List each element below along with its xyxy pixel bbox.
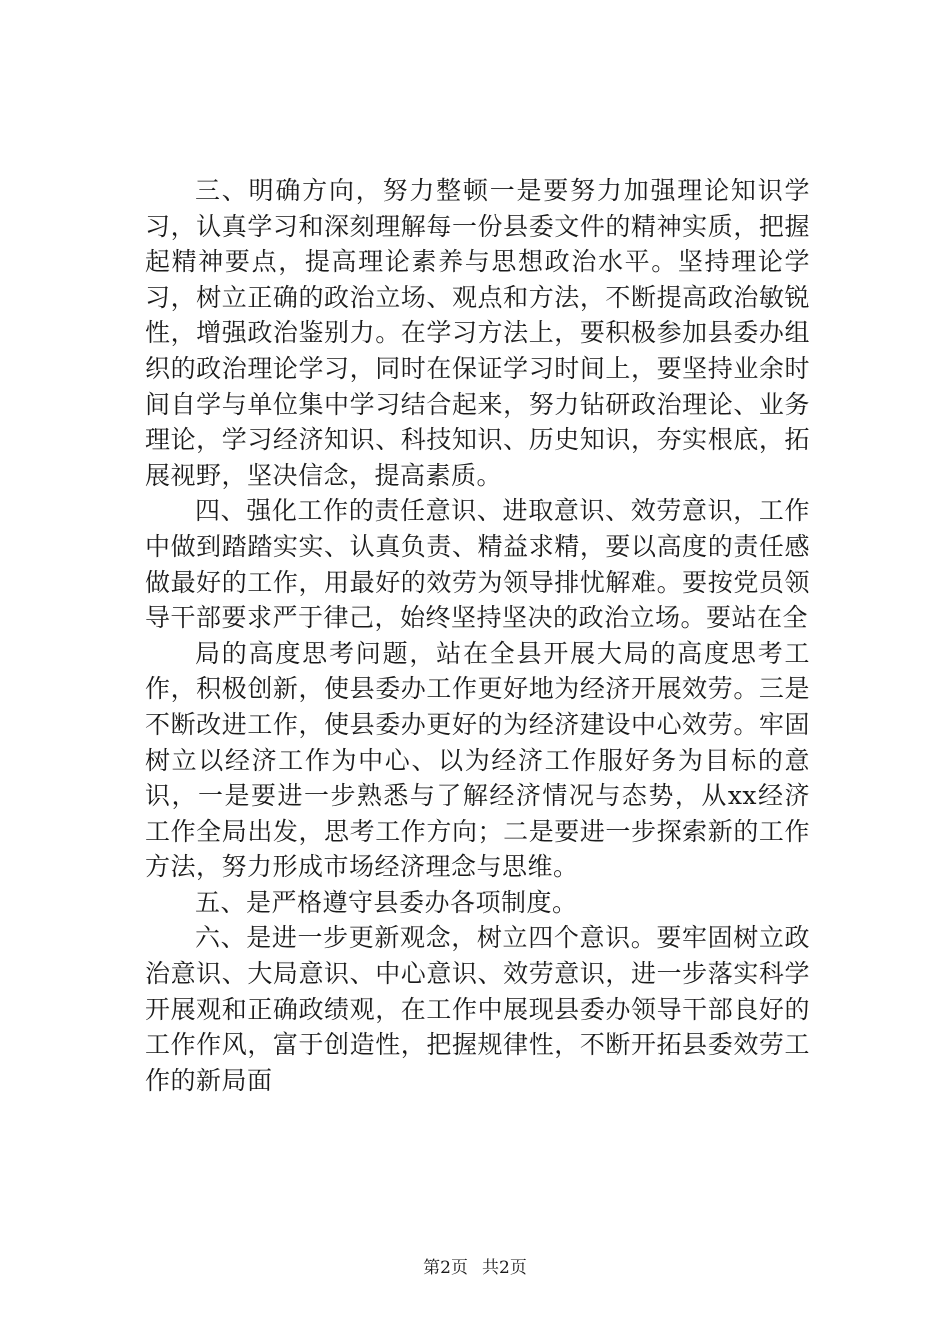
page-total: 共2页: [482, 1258, 527, 1278]
paragraph-section-4: 四、强化工作的责任意识、进取意识、效劳意识，工作中做到踏踏实实、认真负责、精益求精，要以高度的责任感做最好的工作，用最好的效劳为领导排忧解难。要按党员领导干部要求严于律己，始终坚持坚决的政治立场。要站在全: [145, 496, 810, 633]
page-footer: [0, 1257, 950, 1279]
page-number: 第2页: [423, 1258, 468, 1278]
paragraph-section-6: 六、是进一步更新观念，树立四个意识。要牢固树立政治意识、大局意识、中心意识、效劳意识，进一步落实科学开展观和正确政绩观，在工作中展现县委办领导干部良好的工作作风，富于创造性，把握规律性，不断开拓县委效劳工作的新局面: [145, 923, 810, 1095]
paragraph-section-4-continued: 局的高度思考问题，站在全县开展大局的高度思考工作，积极创新，使县委办工作更好地为经济开展效劳。三是不断改进工作，使县委办更好的为经济建设中心效劳。牢固树立以经济工作为中心、以为经济工作服好务为目标的意识，一是要进一步熟悉与了解经济情况与态势，从xx经济工作全局出发，思考工作方向；二是要进一步探索新的工作方法，努力形成市场经济理念与思维。: [145, 638, 810, 882]
document-body: [145, 173, 810, 1098]
paragraph-section-3: 三、明确方向，努力整顿一是要努力加强理论知识学习，认真学习和深刻理解每一份县委文件的精神实质，把握起精神要点，提高理论素养与思想政治水平。坚持理论学习，树立正确的政治立场、观点和方法，不断提高政治敏锐性，增强政治鉴别力。在学习方法上，要积极参加县委办组织的政治理论学习，同时在保证学习时间上，要坚持业余时间自学与单位集中学习结合起来，努力钻研政治理论、业务理论，学习经济知识、科技知识、历史知识，夯实根底，拓展视野，坚决信念，提高素质。: [145, 176, 810, 490]
paragraph-section-5: 五、是严格遵守县委办各项制度。: [195, 887, 578, 917]
